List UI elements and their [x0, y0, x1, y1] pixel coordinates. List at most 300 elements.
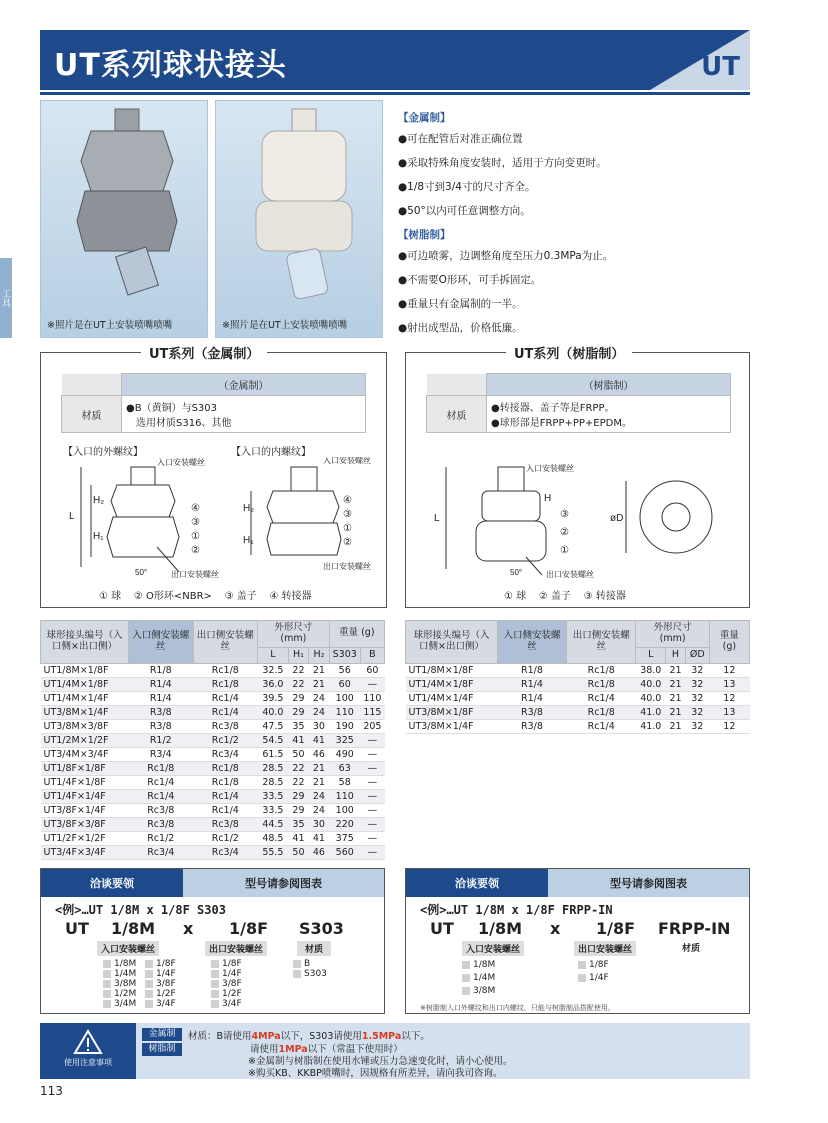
photo-caption: ※照片是在UT上安装喷嘴喷嘴	[47, 320, 173, 331]
table-cell: R3/4	[129, 747, 194, 761]
table-cell: 21	[666, 663, 686, 677]
model-cell: UT3/4F×3/4F	[41, 845, 129, 859]
feature-item: ●可边喷雾，边调整角度至压力0.3MPa为止。	[398, 250, 614, 262]
resin-joint-image	[216, 101, 384, 311]
metal-joint-image	[41, 101, 209, 311]
table-cell: 29	[288, 705, 308, 719]
metal-mat-line1: ●B（黄铜）与S303	[126, 403, 218, 414]
table-row	[41, 691, 385, 705]
warning-icon	[73, 1029, 103, 1055]
table-cell: 32	[685, 719, 709, 733]
col-model: 球形接头编号（入口侧×出口侧）	[406, 621, 498, 664]
table-cell: 100	[329, 803, 360, 817]
order-guide-label: 洽谈要领	[406, 869, 548, 897]
marker-2: ②	[343, 537, 352, 548]
marker-4: ④	[343, 495, 352, 506]
model-cell: UT1/4M×1/8F	[406, 677, 498, 691]
resin-spec-table	[405, 620, 750, 734]
table-cell: 54.5	[258, 733, 289, 747]
col-model: 球形接头编号（入口侧×出口侧）	[41, 621, 129, 664]
warning-line-4: ※购买KB、KKBP喷嘴时，因规格有所差异，请向我司咨询。	[248, 1068, 503, 1079]
inlet-thread-callout: 入口安装螺丝	[157, 458, 205, 467]
table-cell: 29	[288, 803, 308, 817]
inlet-thread-callout: 入口安装螺丝	[323, 457, 371, 465]
table-cell: Rc1/4	[566, 719, 635, 733]
code-part: 1/8F	[229, 919, 269, 938]
table-cell: 35	[288, 719, 308, 733]
dim-label-h: H	[544, 493, 552, 504]
metal-material-table	[61, 373, 366, 433]
table-cell: 56	[329, 663, 360, 677]
table-cell: 55.5	[258, 845, 289, 859]
table-row	[41, 817, 385, 831]
series-code: UT	[701, 52, 740, 82]
inlet-male-label: 【入口的外螺纹】	[63, 447, 143, 458]
marker-2: ②	[191, 545, 200, 556]
resin-product-photo	[215, 100, 383, 338]
col-dimensions: 外形尺寸 (mm)	[258, 621, 330, 648]
resin-legend	[504, 587, 626, 602]
table-cell: Rc1/4	[193, 691, 258, 705]
table-cell: 48.5	[258, 831, 289, 845]
table-cell: —	[360, 845, 384, 859]
table-cell: 33.5	[258, 789, 289, 803]
metal-mat-label: 材质	[62, 396, 122, 433]
model-cell: UT3/8M×1/4F	[406, 719, 498, 733]
page-title: UT系列球状接头	[54, 48, 287, 83]
table-cell: 21	[309, 663, 329, 677]
resin-features-heading: 【树脂制】	[398, 229, 451, 241]
marker-3: ③	[191, 517, 200, 528]
metal-tag: 金属制	[142, 1028, 182, 1041]
table-cell: R1/4	[129, 677, 194, 691]
table-cell: 32	[685, 663, 709, 677]
dim-label-h2: H₂	[243, 503, 255, 514]
col-outlet: 出口侧安装螺丝	[566, 621, 635, 664]
outlet-options: 1/8F 1/4F 3/8F 1/2F 3/4F	[211, 959, 242, 1009]
table-cell: 100	[329, 691, 360, 705]
table-cell: —	[360, 733, 384, 747]
metal-panel-title: UT系列（金属制）	[141, 343, 267, 362]
usage-warning	[40, 1023, 750, 1079]
table-cell: —	[360, 677, 384, 691]
table-row	[41, 705, 385, 719]
table-cell: 13	[709, 677, 749, 691]
table-cell: 40.0	[258, 705, 289, 719]
warning-label: 使用注意事项	[64, 1058, 112, 1067]
table-cell: Rc3/8	[193, 817, 258, 831]
table-row	[41, 733, 385, 747]
table-row	[41, 831, 385, 845]
table-cell: 21	[666, 705, 686, 719]
marker-1: ①	[560, 545, 569, 556]
table-cell: Rc1/4	[129, 775, 194, 789]
code-part: 1/8M	[478, 919, 523, 938]
table-cell: 24	[309, 789, 329, 803]
model-cell: UT3/4M×3/4F	[41, 747, 129, 761]
col-b: B	[360, 647, 384, 663]
table-cell: 325	[329, 733, 360, 747]
outlet-thread-label: 出口安装螺丝	[205, 941, 267, 956]
table-cell: —	[360, 789, 384, 803]
table-row	[41, 761, 385, 775]
model-cell: UT3/8M×1/4F	[41, 705, 129, 719]
table-row	[41, 663, 385, 677]
table-cell: 44.5	[258, 817, 289, 831]
feature-item: ●采取特殊角度安装时，适用于方向变更时。	[398, 157, 607, 169]
dim-label-h1: H₁	[243, 535, 254, 546]
col-inlet: 入口侧安装螺丝	[129, 621, 194, 664]
table-cell: 21	[666, 677, 686, 691]
col-l: L	[258, 647, 289, 663]
table-cell: 32	[685, 705, 709, 719]
table-cell: R1/4	[129, 691, 194, 705]
inlet-options-2: 1/8F 1/4F 3/8F 1/2F 3/4F	[145, 959, 176, 1009]
table-cell: —	[360, 747, 384, 761]
feature-item: ●不需要O形环，可手拆固定。	[398, 274, 542, 286]
table-cell: 32.5	[258, 663, 289, 677]
table-cell: —	[360, 831, 384, 845]
table-cell: 21	[309, 677, 329, 691]
table-cell: 41	[288, 733, 308, 747]
table-cell: 24	[309, 691, 329, 705]
outlet-thread-callout: 出口安装螺丝	[546, 570, 594, 579]
table-row	[406, 691, 750, 705]
table-cell: 30	[309, 817, 329, 831]
code-part: S303	[299, 919, 344, 938]
table-cell: R3/8	[129, 705, 194, 719]
table-cell: Rc1/8	[193, 663, 258, 677]
table-cell: 46	[309, 747, 329, 761]
table-row	[41, 677, 385, 691]
table-cell: 41.0	[636, 719, 666, 733]
table-cell: —	[360, 761, 384, 775]
table-cell: 28.5	[258, 761, 289, 775]
table-cell: 39.5	[258, 691, 289, 705]
order-example: <例>…UT 1/8M x 1/8F S303	[55, 903, 226, 917]
table-cell: 190	[329, 719, 360, 733]
table-cell: Rc1/8	[566, 663, 635, 677]
model-cell: UT1/4M×1/8F	[41, 677, 129, 691]
table-cell: Rc1/4	[193, 705, 258, 719]
resin-mat-label: 材质	[427, 396, 487, 433]
table-cell: 41	[309, 831, 329, 845]
legend-item: ② 盖子	[538, 591, 572, 602]
table-cell: 24	[309, 803, 329, 817]
table-cell: Rc1/8	[566, 705, 635, 719]
code-part: UT	[65, 919, 89, 938]
col-dimensions: 外形尺寸 (mm)	[636, 621, 709, 648]
table-cell: Rc1/4	[193, 789, 258, 803]
table-cell: 24	[309, 705, 329, 719]
table-cell: 12	[709, 691, 749, 705]
table-cell: 63	[329, 761, 360, 775]
order-guide-label: 洽谈要领	[41, 869, 183, 897]
table-cell: 50	[288, 747, 308, 761]
table-cell: 46	[309, 845, 329, 859]
table-row	[406, 677, 750, 691]
feature-list	[398, 110, 738, 344]
resin-material-table	[426, 373, 731, 433]
order-note: ※树脂制入口外螺纹和出口内螺纹，只能与树脂制品搭配使用。	[420, 1004, 615, 1012]
table-cell: R1/4	[498, 677, 567, 691]
table-cell: R3/8	[129, 719, 194, 733]
table-cell: R1/4	[498, 691, 567, 705]
marker-3: ③	[560, 509, 569, 520]
table-cell: 490	[329, 747, 360, 761]
order-example: <例>…UT 1/8M x 1/8F FRPP-IN	[420, 903, 613, 917]
table-cell: 375	[329, 831, 360, 845]
table-row	[41, 845, 385, 859]
model-cell: UT1/8F×1/8F	[41, 761, 129, 775]
model-cell: UT1/4F×1/8F	[41, 775, 129, 789]
legend-item: ① 球	[99, 591, 122, 602]
inlet-options-1: 1/8M 1/4M 3/8M 1/2M 3/4M	[103, 959, 136, 1009]
warning-icon-box	[40, 1023, 136, 1079]
col-s303: S303	[329, 647, 360, 663]
table-cell: Rc3/4	[193, 747, 258, 761]
legend-item: ③ 转接器	[583, 591, 626, 602]
table-cell: 220	[329, 817, 360, 831]
angle-label: 50°	[510, 568, 523, 577]
header-underline	[40, 92, 750, 95]
table-cell: 21	[666, 691, 686, 705]
order-guide-note: 型号请参阅图表	[548, 869, 749, 897]
table-cell: Rc1/8	[129, 761, 194, 775]
legend-item: ② O形环<NBR>	[133, 591, 212, 602]
resin-order-guide	[405, 868, 750, 1014]
table-cell: 12	[709, 663, 749, 677]
dim-label-l: L	[69, 511, 75, 522]
inlet-female-label: 【入口的内螺纹】	[231, 447, 311, 458]
code-part: x	[550, 919, 561, 938]
table-cell: 33.5	[258, 803, 289, 817]
table-cell: Rc1/8	[566, 677, 635, 691]
metal-dimension-diagram	[61, 457, 381, 582]
marker-1: ①	[191, 531, 200, 542]
material-label: 材质	[682, 944, 701, 954]
feature-item: ●1/8寸到3/4寸的尺寸齐全。	[398, 181, 536, 193]
page-header	[40, 30, 750, 90]
resin-series-panel	[405, 347, 750, 608]
table-cell: 29	[288, 691, 308, 705]
metal-mat-header: （金属制）	[122, 374, 366, 396]
warning-line-1: 材质：B请使用4MPa以下，S303请使用1.5MPa以下。	[188, 1031, 430, 1042]
photo-caption: ※照片是在UT上安装喷嘴喷嘴	[222, 320, 348, 331]
inlet-thread-callout: 入口安装螺丝	[526, 464, 574, 473]
outlet-thread-callout: 出口安装螺丝	[171, 570, 219, 579]
table-cell: Rc3/8	[129, 803, 194, 817]
table-cell: 560	[329, 845, 360, 859]
feature-item: ●可在配管后对准正确位置	[398, 133, 523, 145]
table-cell: —	[360, 803, 384, 817]
table-cell: 21	[666, 719, 686, 733]
table-cell: 205	[360, 719, 384, 733]
table-cell: Rc1/8	[193, 677, 258, 691]
table-cell: Rc1/2	[193, 733, 258, 747]
dim-label-d: øD	[610, 513, 624, 524]
table-cell: 110	[329, 705, 360, 719]
table-cell: 41	[288, 831, 308, 845]
code-part: x	[183, 919, 194, 938]
table-cell: Rc1/2	[193, 831, 258, 845]
feature-item: ●重量只有金属制的一半。	[398, 298, 523, 310]
table-row	[406, 663, 750, 677]
inlet-options: 1/8M 1/4M 3/8M	[462, 959, 495, 998]
metal-mat-line2: 选用材质S316、其他	[136, 418, 232, 429]
table-cell: 22	[288, 761, 308, 775]
dim-label-h2: H₂	[93, 495, 105, 506]
angle-label: 50°	[135, 568, 148, 577]
table-cell: 47.5	[258, 719, 289, 733]
metal-product-photo	[40, 100, 208, 338]
col-inlet: 入口侧安装螺丝	[498, 621, 567, 664]
table-row	[41, 803, 385, 817]
table-cell: 40.0	[636, 677, 666, 691]
order-guide-note: 型号请参阅图表	[183, 869, 384, 897]
table-row	[41, 789, 385, 803]
marker-1: ①	[343, 523, 352, 534]
col-outlet: 出口侧安装螺丝	[193, 621, 258, 664]
col-weight: 重量 (g)	[709, 621, 749, 664]
table-cell: 22	[288, 775, 308, 789]
table-cell: 12	[709, 719, 749, 733]
table-cell: Rc1/8	[193, 775, 258, 789]
table-cell: 61.5	[258, 747, 289, 761]
table-cell: 28.5	[258, 775, 289, 789]
table-cell: 58	[329, 775, 360, 789]
table-row	[406, 705, 750, 719]
col-h2: H₂	[309, 647, 329, 663]
table-cell: 29	[288, 789, 308, 803]
col-weight: 重量 (g)	[329, 621, 384, 648]
warning-line-2: 请使用1MPa以下（常温下使用时）	[250, 1044, 403, 1055]
table-cell: 22	[288, 677, 308, 691]
resin-mat-line2: ●球形部是FRPP+PP+EPDM。	[491, 418, 632, 429]
col-d: ØD	[685, 647, 709, 663]
table-cell: 22	[288, 663, 308, 677]
table-cell: Rc1/8	[193, 761, 258, 775]
feature-item: ●射出成型品，价格低廉。	[398, 322, 523, 334]
col-h: H	[666, 647, 686, 663]
table-cell: —	[360, 775, 384, 789]
table-cell: Rc1/4	[129, 789, 194, 803]
table-cell: R1/2	[129, 733, 194, 747]
model-cell: UT3/8M×3/8F	[41, 719, 129, 733]
code-part: UT	[430, 919, 454, 938]
table-cell: Rc3/8	[193, 719, 258, 733]
inlet-thread-label: 入口安装螺丝	[97, 941, 159, 956]
table-cell: 32	[685, 691, 709, 705]
col-l: L	[636, 647, 666, 663]
table-cell: 50	[288, 845, 308, 859]
dim-label-l: L	[434, 513, 440, 524]
table-cell: 110	[360, 691, 384, 705]
code-part: 1/8M	[111, 919, 156, 938]
model-cell: UT1/4M×1/4F	[406, 691, 498, 705]
table-cell: R1/8	[498, 663, 567, 677]
code-part: FRPP-IN	[658, 919, 731, 938]
model-cell: UT1/4F×1/4F	[41, 789, 129, 803]
resin-dimension-diagram	[426, 457, 746, 582]
metal-order-guide	[40, 868, 385, 1014]
table-row	[41, 775, 385, 789]
col-h1: H₁	[288, 647, 308, 663]
metal-series-panel	[40, 347, 387, 608]
code-part: 1/8F	[596, 919, 636, 938]
table-cell: 41	[309, 733, 329, 747]
table-cell: 35	[288, 817, 308, 831]
table-row	[41, 747, 385, 761]
table-cell: 110	[329, 789, 360, 803]
table-cell: 41.0	[636, 705, 666, 719]
table-cell: 30	[309, 719, 329, 733]
model-cell: UT3/8F×1/4F	[41, 803, 129, 817]
table-cell: —	[360, 817, 384, 831]
material-options: B S303	[293, 959, 327, 979]
model-cell: UT1/4M×1/4F	[41, 691, 129, 705]
resin-mat-line1: ●转接器、盖子等是FRPP。	[491, 403, 615, 414]
metal-spec-table	[40, 620, 385, 860]
table-cell: Rc1/4	[566, 691, 635, 705]
table-cell: Rc3/4	[193, 845, 258, 859]
material-label: 材质	[297, 941, 331, 956]
table-cell: 60	[360, 663, 384, 677]
table-cell: 40.0	[636, 691, 666, 705]
resin-panel-title: UT系列（树脂制）	[506, 343, 632, 362]
table-cell: 36.0	[258, 677, 289, 691]
table-cell: R3/8	[498, 719, 567, 733]
resin-mat-header: （树脂制）	[487, 374, 731, 396]
feature-item: ●50°以内可任意调整方向。	[398, 205, 531, 217]
warning-line-3: ※金属制与树脂制在使用水锤或压力急速变化时，请小心使用。	[248, 1056, 513, 1067]
side-tab: 工具	[0, 258, 12, 338]
outlet-thread-callout: 出口安装螺丝	[323, 562, 371, 571]
table-cell: R1/8	[129, 663, 194, 677]
dim-label-h1: H₁	[93, 531, 104, 542]
table-cell: 13	[709, 705, 749, 719]
model-cell: UT1/8M×1/8F	[406, 663, 498, 677]
table-cell: 32	[685, 677, 709, 691]
legend-item: ④ 转接器	[269, 591, 312, 602]
model-cell: UT1/2M×1/2F	[41, 733, 129, 747]
legend-item: ① 球	[504, 591, 527, 602]
outlet-thread-label: 出口安装螺丝	[574, 941, 636, 956]
table-cell: 21	[309, 775, 329, 789]
outlet-options: 1/8F 1/4F	[578, 959, 609, 985]
marker-3: ③	[343, 509, 352, 520]
table-row	[406, 719, 750, 733]
table-cell: 21	[309, 761, 329, 775]
table-cell: 38.0	[636, 663, 666, 677]
marker-4: ④	[191, 503, 200, 514]
model-cell: UT1/2F×1/2F	[41, 831, 129, 845]
table-cell: Rc3/4	[129, 845, 194, 859]
metal-features-heading: 【金属制】	[398, 112, 451, 124]
metal-legend	[99, 587, 312, 602]
marker-2: ②	[560, 527, 569, 538]
legend-item: ③ 盖子	[224, 591, 257, 602]
model-cell: UT3/8F×3/8F	[41, 817, 129, 831]
table-cell: 60	[329, 677, 360, 691]
model-cell: UT1/8M×1/8F	[41, 663, 129, 677]
table-cell: Rc1/4	[193, 803, 258, 817]
page-number: 113	[40, 1084, 63, 1098]
resin-tag: 树脂制	[142, 1043, 182, 1056]
table-cell: Rc1/2	[129, 831, 194, 845]
table-cell: 115	[360, 705, 384, 719]
table-row	[41, 719, 385, 733]
